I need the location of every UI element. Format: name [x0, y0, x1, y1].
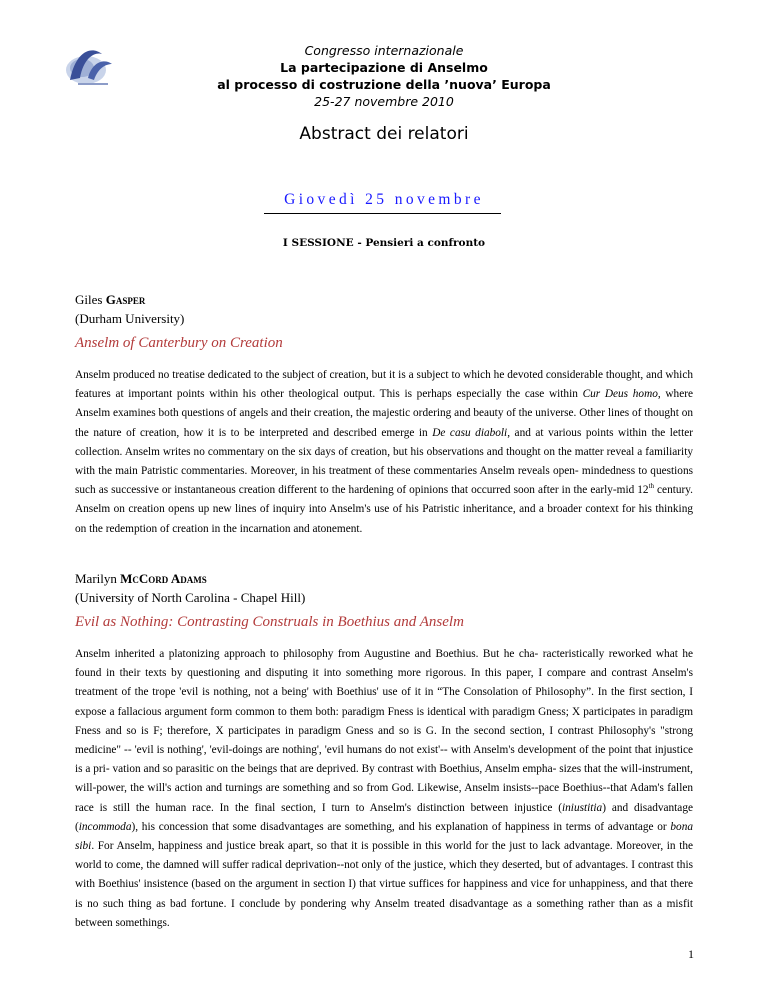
- speaker-2: [75, 570, 305, 607]
- conference-dates: 25-27 novembre 2010: [314, 94, 454, 109]
- day-divider: [264, 213, 501, 214]
- work-title: De casu diaboli: [432, 426, 508, 439]
- conference-subtitle: al processo di costruzione della ’nuova’ Europa: [217, 77, 551, 92]
- latin-term: bona sibi: [75, 820, 693, 853]
- speaker-2-name: [75, 570, 305, 589]
- abstract-text: century. Anselm on creation opens up new lines of inquiry into Anselm's use of his Patristic inheritance, and a broader context for his thinking on the redemption of creation in the incarnation and atonement.: [75, 484, 694, 535]
- talk-2-abstract: [75, 645, 693, 933]
- abstract-text: , where Anselm examines both questions of angels and their creation, the majestic ordering and beauty of the universe. Other lines of thought on the nature of creation, how it is to be interpreted and described emerge in: [75, 388, 693, 439]
- abstract-text: Anselm produced no treatise dedicated to the subject of creation, but it is a subject to which he devoted considerable thought, and which features at important points within his other theological output. This is perhaps especially the case within: [75, 369, 693, 401]
- talk-1-abstract: [75, 366, 693, 539]
- abstract-text: Anselm inherited a platonizing approach to philosophy from Augustine and Boethius. But he cha- racteristically reworked what he found in their texts by questioning and disputing it into something more rigorous. In this paper, I compare and contrast Anselm's treatment of the trope 'evil is nothing, not a being' with Boethius' use of it in “The Consolation of Philosophy”. In the first section, I expose a fallacious argument form common to them both: paradigm Fness is identical with paradigm Gness; X participates in paradigm Fness and so is F; therefore, X participates in paradigm Gness and so is G. In the second section, I contrast Philosophy's "strong medicine" -- 'evil is nothing', 'evil-doings are nothing', 'evil humans do not exist'-- with Anselm's development of the point that injustice is a pri- vation and so parasitic on the beings that are deprived. By contrast with Boethius, Anselm empha- sizes that the will-instrument, will-power, the will's action and turnings are something and so from God. Likewise, Anselm insists--pace Boethius--that Adam's fallen race is still the human race. In the final section, I turn to Anselm's distinction between injustice (: [75, 648, 693, 814]
- talk-2-title: Evil as Nothing: Contrasting Construals in Boethius and Anselm: [75, 614, 464, 630]
- talk-1-title: Anselm of Canterbury on Creation: [75, 335, 283, 351]
- abstract-text: , and at various points within the letter collection. Anselm writes no commentary on the six days of creation, but his observations and thought on the matter reveal a familiarity with the main Patristic commentaries. Moreover, in his treatment of these commentaries Anselm reveals open- mindedness to questions such as successive or instantaneous creation different to the hardening of opinions that occurred soon after in the early-mid 12: [75, 426, 693, 497]
- speaker-2-affiliation: (University of North Carolina - Chapel Hill): [75, 589, 306, 605]
- speaker-1-name: [75, 291, 184, 310]
- abstract-text: ) and disadvantage (: [75, 801, 693, 833]
- speaker-1-first-name: Giles: [75, 292, 106, 307]
- speaker-1-last-name: Gasper: [105, 292, 146, 307]
- ordinal-suffix: th: [648, 482, 655, 491]
- page-number: 1: [688, 947, 694, 961]
- work-title: Cur Deus homo: [582, 388, 658, 401]
- speaker-1-affiliation: (Durham University): [75, 310, 185, 326]
- day-heading: Giovedì 25 novembre: [284, 191, 484, 208]
- conference-title: La partecipazione di Anselmo: [280, 60, 488, 75]
- speaker-2-last-name: McCord Adams: [120, 571, 207, 586]
- speaker-1: [75, 291, 184, 328]
- conference-header: [0, 42, 768, 110]
- latin-term: iniustitia: [562, 801, 603, 814]
- abstract-text: . For Anselm, happiness and justice break apart, so that it is possible in this world for the just to lack advantage. Moreover, in the world to come, the damned will suffer radical deprivation--not only of the justice, which they deserted, but of advantages. I contrast this with Boethius' insistence (based on the argument in section I) that virtue suffices for happiness and vice for unhappiness, and that there is no such thing as bad fortune. I conclude by pondering why Anselm treated disadvantage as a something rather than as a misfit between somethings.: [75, 840, 693, 929]
- page-title: Abstract dei relatori: [299, 124, 469, 144]
- session-heading: I SESSIONE - Pensieri a confronto: [282, 237, 486, 249]
- conference-type: Congresso internazionale: [304, 43, 464, 58]
- latin-term: incommoda: [78, 820, 132, 833]
- abstract-text: ), his concession that some disadvantages are something, and his explanation of happiness in terms of advantage or: [131, 820, 671, 833]
- speaker-2-first-name: Marilyn: [75, 571, 121, 586]
